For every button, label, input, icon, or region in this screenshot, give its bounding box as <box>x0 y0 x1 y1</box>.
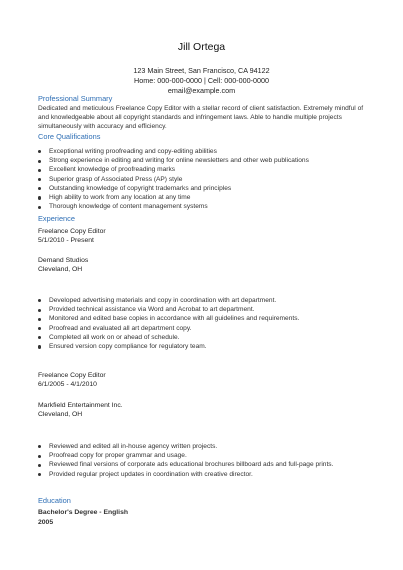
address: 123 Main Street, San Francisco, CA 94122 <box>133 66 270 75</box>
job-dates: 5/1/2010 - Present <box>38 237 94 244</box>
list-item: Excellent knowledge of proofreading marks <box>38 165 309 174</box>
list-item: Proofread and evaluated all art department copy. <box>38 324 299 333</box>
list-item: Completed all work on or ahead of schedule. <box>38 333 299 342</box>
list-item: High ability to work from any location at any time <box>38 193 309 202</box>
list-item: Proofread copy for proper grammar and usage. <box>38 451 333 460</box>
list-item: Provided regular project updates in coordination with creative director. <box>38 470 333 479</box>
job-company: Demand Studios <box>38 257 89 264</box>
list-item: Developed advertising materials and copy in coordination with art department. <box>38 296 299 305</box>
candidate-name: Jill Ortega <box>177 41 226 53</box>
job-dates: 6/1/2005 - 4/1/2010 <box>38 381 97 388</box>
qualifications-list <box>38 147 309 211</box>
job-company: Markfield Entertainment Inc. <box>38 402 123 409</box>
graduation-year: 2005 <box>38 519 54 526</box>
degree: Bachelor's Degree - English <box>38 509 129 516</box>
section-heading-education: Education <box>38 496 71 505</box>
summary-text: Dedicated and meticulous Freelance Copy Editor with a stellar record of client satisfaction. Extremely mindful of and knowledgeable about all copyright standards and infringement laws. Able to handle multiple projects simultaneously with accuracy and efficiency. <box>38 105 364 131</box>
section-heading-experience: Experience <box>38 214 75 223</box>
job-location: Cleveland, OH <box>38 411 83 418</box>
phone-numbers: Home: 000-000-0000 | Cell: 000-000-0000 <box>134 76 269 85</box>
list-item: Ensured version copy compliance for regulatory team. <box>38 342 299 351</box>
list-item: Reviewed final versions of corporate ads educational brochures billboard ads and full-page prints. <box>38 460 333 469</box>
job-title: Freelance Copy Editor <box>38 372 106 379</box>
list-item: Monitored and edited base copies in accordance with all guidelines and requirements. <box>38 314 299 323</box>
email: email@example.com <box>167 86 236 95</box>
list-item: Strong experience in editing and writing for online newsletters and other web publications <box>38 156 309 165</box>
list-item: Reviewed and edited all in-house agency written projects. <box>38 442 333 451</box>
job-title: Freelance Copy Editor <box>38 228 106 235</box>
job-duties-list <box>38 296 299 351</box>
job-duties-list <box>38 442 333 479</box>
section-heading-qualifications: Core Qualifications <box>38 132 101 141</box>
list-item: Thorough knowledge of content management systems <box>38 202 309 211</box>
list-item: Superior grasp of Associated Press (AP) style <box>38 175 309 184</box>
job-location: Cleveland, OH <box>38 266 83 273</box>
list-item: Exceptional writing proofreading and copy-editing abilities <box>38 147 309 156</box>
list-item: Outstanding knowledge of copyright trademarks and principles <box>38 184 309 193</box>
list-item: Provided technical assistance via Word and Acrobat to art department. <box>38 305 299 314</box>
section-heading-summary: Professional Summary <box>38 94 113 103</box>
